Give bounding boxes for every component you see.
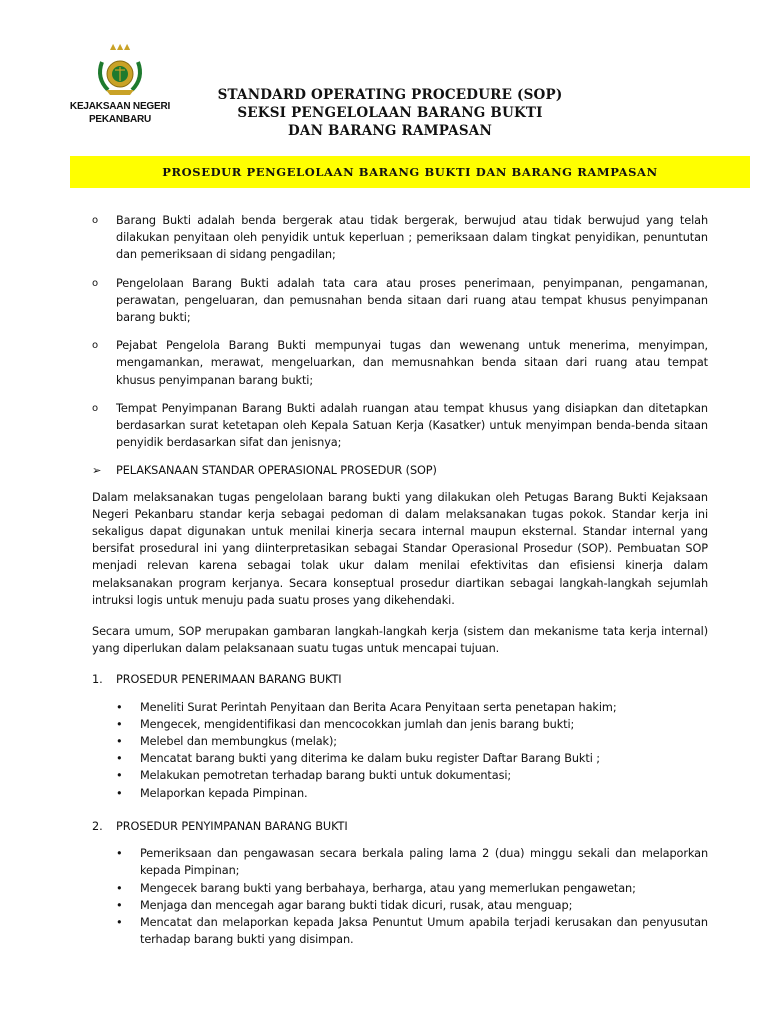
definition-item xyxy=(92,400,708,452)
section-1-number: 1. xyxy=(92,673,103,687)
list-item-text: Melebel dan membungkus (melak); xyxy=(140,735,338,749)
list-item xyxy=(92,699,708,716)
section-1-heading xyxy=(92,671,708,688)
logo-line-1: KEJAKSAAN NEGERI xyxy=(69,101,171,112)
list-item xyxy=(92,750,708,767)
svg-text:▲: ▲ xyxy=(124,42,131,51)
section-banner: PROSEDUR PENGELOLAAN BARANG BUKTI DAN BARANG RAMPASAN xyxy=(70,156,750,188)
list-item-text: Mencatat dan melaporkan kepada Jaksa Penuntut Umum apabila terjadi kerusakan dan penyusutan terhadap barang bukti yang disimpan. xyxy=(140,915,708,947)
list-item-text: Menjaga dan mencegah agar barang bukti tidak dicuri, rusak, atau menguap; xyxy=(140,898,573,912)
definition-item xyxy=(92,275,708,327)
circle-bullet: o xyxy=(92,277,99,289)
list-item xyxy=(92,914,708,948)
section-2-heading xyxy=(92,818,708,835)
list-item xyxy=(92,767,708,784)
list-item xyxy=(92,733,708,750)
list-item-text: Melaporkan kepada Pimpinan. xyxy=(140,786,308,800)
kejaksaan-emblem-icon xyxy=(88,40,152,98)
list-item xyxy=(92,880,708,897)
definition-text: Barang Bukti adalah benda bergerak atau tidak bergerak, berwujud atau tidak berwujud yang telah dilakukan penyitaan oleh penyidik untuk keperluan ; pemeriksaan dalam tingkat penyidikan, penuntutan dan pemeriksaan di sidang pengadilan; xyxy=(116,214,708,262)
document-header xyxy=(180,86,600,140)
section-2 xyxy=(92,818,708,948)
circle-bullet: o xyxy=(92,340,99,352)
arrow-bullet-icon: ➢ xyxy=(92,464,102,478)
bullet-dot: • xyxy=(116,881,123,895)
bullet-dot: • xyxy=(116,847,123,861)
list-item xyxy=(92,845,708,879)
definition-text: Pejabat Pengelola Barang Bukti mempunyai tugas dan wewenang untuk menerima, menyimpan, mengamankan, merawat, mengeluarkan, dan memusnahkan benda sitaan dari ruang atau tempat khusus penyimpanan barang bukti; xyxy=(116,339,708,387)
bullet-dot: • xyxy=(116,915,123,929)
logo-line-2: PEKANBARU xyxy=(88,114,152,125)
section-2-title: PROSEDUR PENYIMPANAN BARANG BUKTI xyxy=(116,819,348,833)
section-2-number: 2. xyxy=(92,819,103,833)
list-item xyxy=(92,716,708,733)
svg-text:▲: ▲ xyxy=(117,42,124,51)
pelaksanaan-paragraph-1: Dalam melaksanakan tugas pengelolaan barang bukti yang dilakukan oleh Petugas Barang Bukti Kejaksaan Negeri Pekanbaru standar kerja sebagai pedoman di dalam melaksanakan tugas pokok. Standar kerja ini sekaligus dapat digunakan untuk menilai kinerja secara internal maupun eksternal. Standar internal yang bersifat prosedural ini yang diinterpretasikan sebagai Standar Operasional Prosedur (SOP). Pembuatan SOP menjadi relevan karena sebagai tolak ukur dalam menilai efektivitas dan efisiensi kinerja dalam melaksanakan program kerjanya. Secara konseptual prosedur diartikan sebagai langkah-langkah sejumlah intruksi logis untuk menuju pada suatu proses yang dikehendaki. xyxy=(92,490,708,607)
list-item xyxy=(92,785,708,802)
pelaksanaan-title: PELAKSANAAN STANDAR OPERASIONAL PROSEDUR (SOP) xyxy=(116,464,437,478)
list-item-text: Meneliti Surat Perintah Penyitaan dan Berita Acara Penyitaan serta penetapan hakim; xyxy=(140,700,617,714)
bullet-dot: • xyxy=(116,786,123,800)
header-line-2: SEKSI PENGELOLAAN BARANG BUKTI xyxy=(237,105,543,121)
svg-text:▲: ▲ xyxy=(110,42,117,51)
bullet-dot: • xyxy=(116,752,123,766)
header-line-3: DAN BARANG RAMPASAN xyxy=(287,123,492,139)
list-item-text: Mengecek, mengidentifikasi dan mencocokkan jumlah dan jenis barang bukti; xyxy=(140,717,575,731)
definition-item xyxy=(92,337,708,389)
header-line-1: STANDARD OPERATING PROCEDURE (SOP) xyxy=(217,87,563,103)
bullet-dot: • xyxy=(116,769,123,783)
bullet-dot: • xyxy=(116,735,123,749)
pelaksanaan-paragraph-2: Secara umum, SOP merupakan gambaran langkah-langkah kerja (sistem dan mekanisme tata kerja internal) yang diperlukan dalam pelaksanaan suatu tugas untuk mencapai tujuan. xyxy=(92,625,708,656)
pelaksanaan-heading xyxy=(92,462,708,479)
definition-text: Tempat Penyimpanan Barang Bukti adalah ruangan atau tempat khusus yang disiapkan dan ditetapkan berdasarkan surat ketetapan oleh Kepala Satuan Kerja (Kasatker) untuk menyimpan benda-benda sitaan penyidik berdasarkan sifat dan jenisnya; xyxy=(116,401,708,450)
definition-item xyxy=(92,212,708,264)
circle-bullet: o xyxy=(92,215,99,226)
list-item-text: Mencatat barang bukti yang diterima ke dalam buku register Daftar Barang Bukti ; xyxy=(140,752,600,766)
document-body xyxy=(92,212,708,962)
section-1-title: PROSEDUR PENERIMAAN BARANG BUKTI xyxy=(116,673,342,687)
section-2-list xyxy=(92,845,708,948)
section-1-list xyxy=(92,699,708,802)
bullet-dot: • xyxy=(116,700,123,714)
list-item xyxy=(92,897,708,914)
list-item-text: Pemeriksaan dan pengawasan secara berkala paling lama 2 (dua) minggu sekali dan melaporkan kepada Pimpinan; xyxy=(140,847,708,878)
institution-logo xyxy=(60,40,180,126)
bullet-dot: • xyxy=(116,717,123,731)
list-item-text: Melakukan pemotretan terhadap barang bukti untuk dokumentasi; xyxy=(140,769,512,783)
circle-bullet: o xyxy=(92,402,99,414)
list-item-text: Mengecek barang bukti yang berbahaya, berharga, atau yang memerlukan pengawetan; xyxy=(140,881,636,895)
definition-text: Pengelolaan Barang Bukti adalah tata cara atau proses penerimaan, penyimpanan, pengamanan, perawatan, pengeluaran, dan pemusnahan benda sitaan dari ruang atau tempat khusus penyimpanan barang bukti; xyxy=(116,276,708,325)
bullet-dot: • xyxy=(116,898,123,912)
